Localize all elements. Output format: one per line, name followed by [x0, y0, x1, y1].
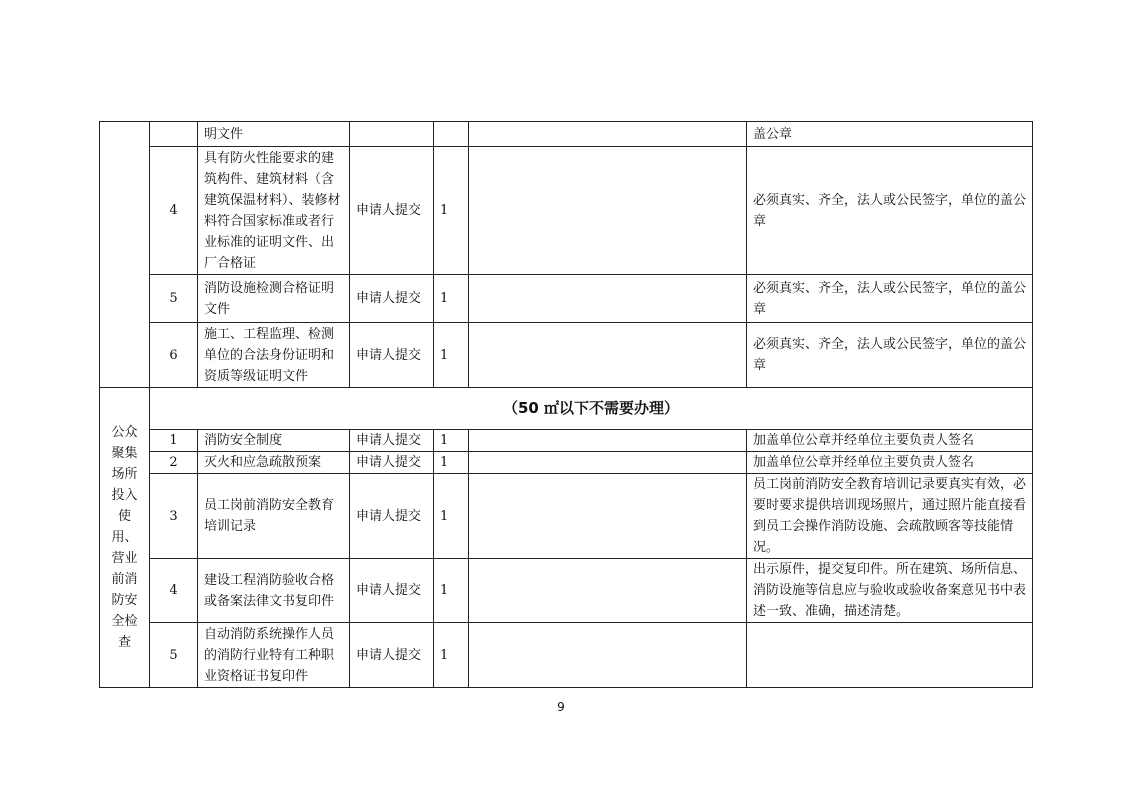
table-row: [100, 474, 1033, 559]
material-quantity: 1: [434, 474, 469, 559]
material-quantity: 1: [434, 323, 469, 388]
material-note: 加盖单位公章并经单位主要负责人签名: [747, 430, 1033, 452]
material-source: 申请人提交: [350, 623, 434, 688]
row-number: 1: [150, 430, 198, 452]
material-quantity: 1: [434, 452, 469, 474]
material-quantity: 1: [434, 147, 469, 275]
row-number: 4: [150, 559, 198, 623]
section-banner: （50 ㎡以下不需要办理）: [150, 388, 1033, 430]
table-row: [100, 275, 1033, 323]
material-note: 盖公章: [747, 122, 1033, 147]
material-source: [350, 122, 434, 147]
material-source: 申请人提交: [350, 452, 434, 474]
material-name: 施工、工程监理、检测单位的合法身份证明和资质等级证明文件: [198, 323, 350, 388]
row-number: 5: [150, 275, 198, 323]
materials-table: [99, 121, 1033, 688]
material-quantity: 1: [434, 275, 469, 323]
material-name: 灭火和应急疏散预案: [198, 452, 350, 474]
material-requirement: [469, 452, 747, 474]
material-name: 员工岗前消防安全教育培训记录: [198, 474, 350, 559]
table-row: [100, 323, 1033, 388]
row-number: [150, 122, 198, 147]
material-requirement: [469, 623, 747, 688]
material-requirement: [469, 430, 747, 452]
table-row: [100, 452, 1033, 474]
material-source: 申请人提交: [350, 559, 434, 623]
material-note: 员工岗前消防安全教育培训记录要真实有效，必要时要求提供培训现场照片，通过照片能直接看到员工会操作消防设施、会疏散顾客等技能情况。: [747, 474, 1033, 559]
material-quantity: 1: [434, 623, 469, 688]
table-row: [100, 147, 1033, 275]
material-requirement: [469, 323, 747, 388]
material-name: 消防设施检测合格证明文件: [198, 275, 350, 323]
material-source: 申请人提交: [350, 430, 434, 452]
material-name: 自动消防系统操作人员的消防行业特有工种职业资格证书复印件: [198, 623, 350, 688]
material-requirement: [469, 275, 747, 323]
material-source: 申请人提交: [350, 323, 434, 388]
row-number: 6: [150, 323, 198, 388]
material-requirement: [469, 147, 747, 275]
material-note: 出示原件，提交复印件。所在建筑、场所信息、消防设施等信息应与验收或验收备案意见书中表述一致、准确，描述清楚。: [747, 559, 1033, 623]
material-source: 申请人提交: [350, 474, 434, 559]
table-row: [100, 623, 1033, 688]
material-source: 申请人提交: [350, 147, 434, 275]
page-number: 9: [557, 700, 565, 714]
material-requirement: [469, 122, 747, 147]
row-number: 4: [150, 147, 198, 275]
material-quantity: 1: [434, 559, 469, 623]
category-cell: 公众聚集场所投入使用、营业前消防安全检查: [100, 388, 150, 688]
material-note: 加盖单位公章并经单位主要负责人签名: [747, 452, 1033, 474]
material-name: 具有防火性能要求的建筑构件、建筑材料（含建筑保温材料）、装修材料符合国家标准或者行业标准的证明文件、出厂合格证: [198, 147, 350, 275]
category-cell-continued: [100, 122, 150, 388]
material-note: [747, 623, 1033, 688]
table-row: [100, 122, 1033, 147]
table-row: [100, 388, 1033, 430]
row-number: 3: [150, 474, 198, 559]
material-quantity: 1: [434, 430, 469, 452]
material-name: 建设工程消防验收合格或备案法律文书复印件: [198, 559, 350, 623]
material-name: 消防安全制度: [198, 430, 350, 452]
material-note: 必须真实、齐全，法人或公民签字，单位的盖公章: [747, 147, 1033, 275]
table-row: [100, 430, 1033, 452]
material-note: 必须真实、齐全，法人或公民签字，单位的盖公章: [747, 323, 1033, 388]
row-number: 5: [150, 623, 198, 688]
material-source: 申请人提交: [350, 275, 434, 323]
row-number: 2: [150, 452, 198, 474]
material-requirement: [469, 474, 747, 559]
table-row: [100, 559, 1033, 623]
material-requirement: [469, 559, 747, 623]
material-name: 明文件: [198, 122, 350, 147]
material-quantity: [434, 122, 469, 147]
material-note: 必须真实、齐全，法人或公民签字，单位的盖公章: [747, 275, 1033, 323]
